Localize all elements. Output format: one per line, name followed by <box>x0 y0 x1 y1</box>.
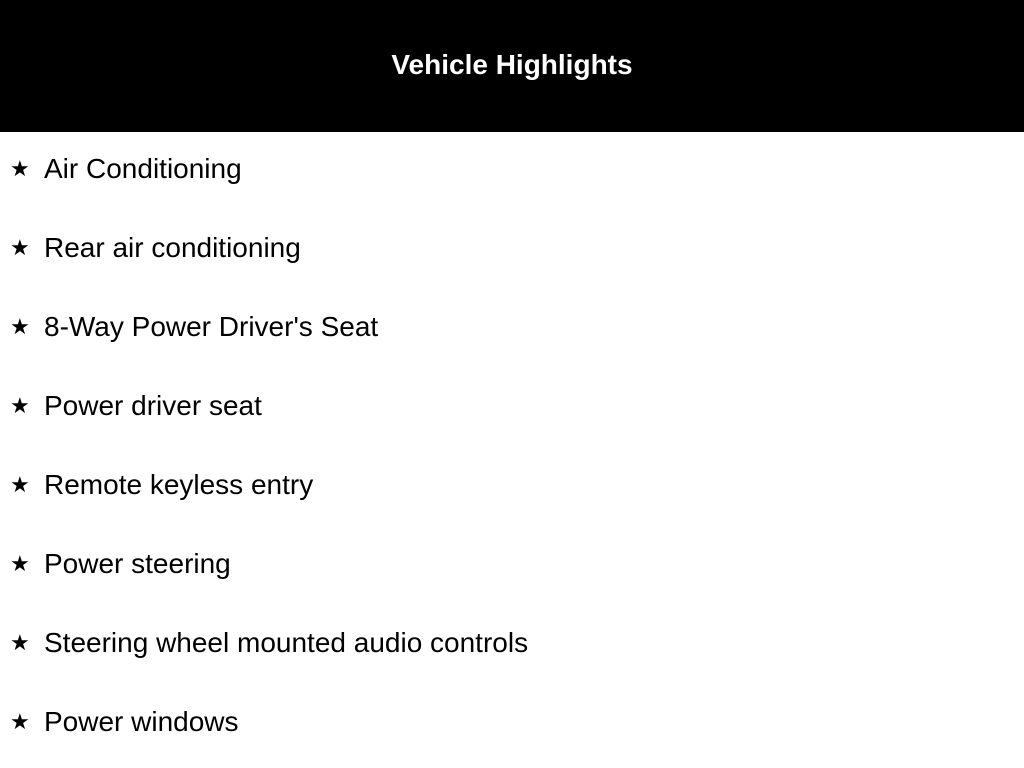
star-icon: ★ <box>10 709 30 734</box>
list-item <box>0 154 1024 233</box>
page-title: Vehicle Highlights <box>391 49 633 80</box>
list-item <box>0 312 1024 391</box>
list-item-label: 8-Way Power Driver's Seat <box>44 311 379 342</box>
list-item <box>0 391 1024 470</box>
list-item <box>0 233 1024 312</box>
list-item-label: Power steering <box>44 548 231 579</box>
star-icon: ★ <box>10 630 30 655</box>
list-item <box>0 628 1024 707</box>
list-item-label: Air Conditioning <box>44 153 242 184</box>
star-icon: ★ <box>10 393 30 418</box>
list-item <box>0 707 1024 768</box>
star-icon: ★ <box>10 472 30 497</box>
list-item-label: Rear air conditioning <box>44 232 301 263</box>
highlights-list <box>0 154 1024 768</box>
list-item-label: Power driver seat <box>44 390 262 421</box>
star-icon: ★ <box>10 314 30 339</box>
star-icon: ★ <box>10 235 30 260</box>
list-item-label: Steering wheel mounted audio controls <box>44 627 529 658</box>
star-icon: ★ <box>10 156 30 181</box>
star-icon: ★ <box>10 551 30 576</box>
highlights-header <box>0 0 1024 132</box>
list-item <box>0 549 1024 628</box>
list-item-label: Remote keyless entry <box>44 469 314 500</box>
list-item <box>0 470 1024 549</box>
list-item-label: Power windows <box>44 706 239 737</box>
